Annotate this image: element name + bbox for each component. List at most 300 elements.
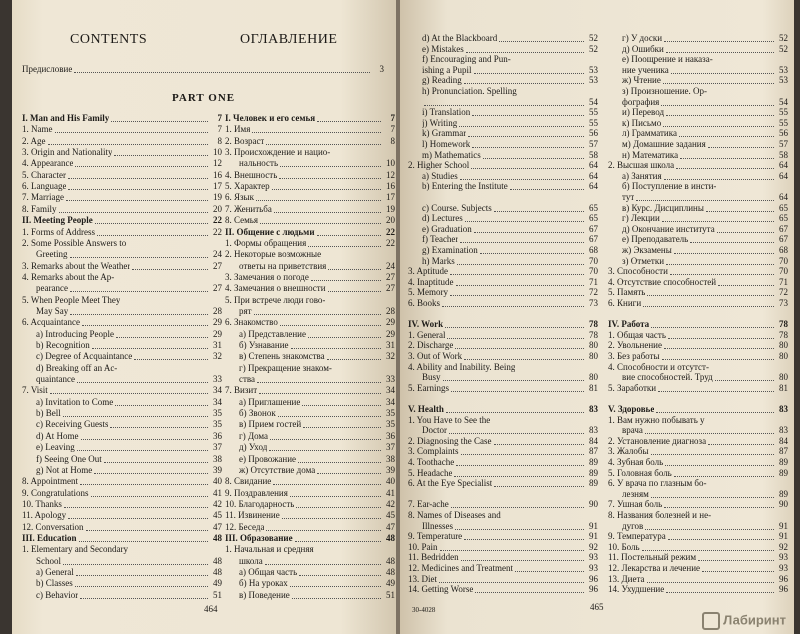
leader-dots — [302, 405, 381, 406]
toc-entry-page: 16 — [213, 169, 222, 180]
toc-entry-label: c) Course. Subjects — [422, 202, 492, 213]
toc-entry-label: 5. Заработки — [608, 382, 657, 393]
leader-dots — [280, 166, 381, 167]
toc-entry-page: 84 — [779, 435, 788, 446]
leader-dots — [663, 126, 774, 127]
leader-dots — [456, 465, 584, 466]
toc-entry-page: 80 — [779, 372, 788, 383]
toc-entry-label: 14. Getting Worse — [408, 584, 474, 595]
leader-dots — [451, 391, 584, 392]
toc-entry-page: 48 — [213, 567, 222, 577]
toc-entry — [22, 181, 222, 192]
toc-entry — [239, 261, 395, 272]
toc-entry-page: 22 — [213, 226, 222, 237]
toc-entry-page: 80 — [779, 351, 788, 361]
toc-entry — [622, 107, 788, 118]
toc-entry-label: 11. Постельный режим — [608, 552, 697, 563]
toc-entry-label: a) General — [36, 567, 74, 577]
toc-entry-page: 31 — [213, 340, 222, 350]
leader-dots — [272, 189, 381, 190]
leader-dots — [80, 598, 208, 599]
toc-entry-label: 8. Family — [22, 203, 57, 214]
toc-entry — [225, 272, 395, 283]
section-heading-entry — [22, 215, 222, 226]
toc-entry — [239, 419, 395, 430]
toc-entry-page: 84 — [589, 435, 598, 446]
toc-entry-label: вие способностей. Труд — [622, 372, 713, 383]
toc-entry — [36, 590, 222, 601]
toc-entry-label: 4. Toothache — [408, 457, 455, 467]
toc-entry-label: 3. Origin and Nationality — [22, 147, 113, 158]
toc-entry — [622, 44, 788, 55]
toc-entry-label: в) Прием гостей — [239, 419, 302, 430]
toc-entry — [422, 213, 598, 224]
leader-dots — [97, 235, 208, 236]
preface-entry — [22, 64, 384, 75]
toc-entry-label: 1. Формы обращения — [225, 237, 307, 248]
toc-entry-label: 10. Thanks — [22, 498, 62, 509]
toc-entry-page: 78 — [779, 319, 788, 330]
leader-dots — [455, 348, 584, 349]
leader-dots — [110, 427, 208, 428]
page-number-right: 465 — [590, 602, 604, 612]
toc-entry-page: 19 — [213, 192, 222, 203]
toc-entry-page: 48 — [213, 532, 222, 543]
leader-dots — [77, 450, 208, 451]
toc-entry — [408, 415, 598, 426]
toc-entry — [36, 442, 222, 453]
toc-entry-page: 89 — [589, 467, 598, 478]
toc-entry-page: 34 — [386, 385, 395, 396]
toc-entry-page: 53 — [779, 75, 788, 86]
leader-dots — [317, 473, 381, 474]
toc-entry-label: 13. Диета — [608, 573, 645, 584]
toc-entry — [608, 552, 788, 563]
toc-entry-label: 2. Установление диагноза — [608, 435, 707, 446]
leader-dots — [680, 158, 774, 159]
toc-entry — [622, 75, 788, 86]
toc-entry — [622, 234, 788, 245]
toc-entry-label: 3. Out of Work — [408, 351, 463, 361]
toc-entry-label: h) Marks — [422, 255, 455, 266]
toc-entry-page: 67 — [779, 234, 788, 245]
labirint-logo-icon — [702, 612, 720, 630]
leader-dots — [450, 295, 584, 296]
toc-entry — [422, 65, 598, 76]
toc-entry-label: V. Health — [408, 404, 444, 414]
leader-dots — [515, 571, 584, 572]
toc-entry — [608, 510, 788, 521]
toc-entry-page: 7 — [217, 124, 222, 135]
leader-dots — [308, 337, 381, 338]
toc-entry-page: 27 — [386, 283, 395, 294]
toc-entry-page: 89 — [589, 457, 598, 467]
leader-dots — [86, 530, 209, 531]
leader-dots — [256, 200, 381, 201]
toc-entry-label: 2. Некоторые возможные — [225, 249, 322, 260]
toc-entry-label: quaintance — [36, 374, 75, 385]
toc-entry-label: 7. Женитьба — [225, 203, 272, 214]
toc-entry-label: 4. Зубная боль — [608, 457, 664, 467]
toc-entry-page: 91 — [589, 531, 598, 542]
toc-entry — [622, 54, 788, 65]
toc-entry-label: ние ученика — [622, 64, 669, 75]
leader-dots — [79, 541, 208, 542]
toc-entry-label: 12. Conversation — [22, 521, 84, 532]
toc-entry-page: 27 — [213, 283, 222, 294]
toc-entry-label: 1. Имя — [225, 124, 251, 135]
toc-entry-label: 1. You Have to See the — [408, 414, 491, 425]
section-heading-entry — [225, 227, 395, 238]
leader-dots — [679, 136, 774, 137]
toc-entry-page: 90 — [779, 499, 788, 510]
toc-entry-label: а) Занятия — [622, 170, 662, 181]
toc-entry — [225, 295, 395, 306]
toc-entry-page: 42 — [213, 498, 222, 509]
toc-entry — [36, 454, 222, 465]
toc-entry-page: 83 — [589, 425, 598, 436]
toc-entry-page: 67 — [589, 234, 598, 245]
leader-dots — [280, 325, 381, 326]
toc-entry-page: 93 — [779, 552, 788, 563]
toc-entry-page: 55 — [779, 107, 788, 118]
toc-entry — [22, 317, 222, 328]
toc-entry-page: 73 — [779, 298, 788, 308]
leader-dots — [447, 338, 584, 339]
toc-entry — [22, 227, 222, 238]
toc-entry-label: b) Bell — [36, 408, 61, 419]
toc-entry — [22, 238, 222, 249]
toc-entry — [622, 213, 788, 224]
toc-entry — [622, 372, 788, 383]
preface-label: Предисловие — [22, 64, 73, 74]
toc-entry — [608, 563, 788, 574]
toc-entry — [408, 531, 598, 542]
toc-entry-label: нальность — [239, 158, 279, 169]
toc-entry — [408, 468, 598, 479]
toc-entry-label: а) Приглашение — [239, 396, 301, 407]
toc-entry — [22, 124, 222, 135]
toc-entry-page: 29 — [213, 328, 222, 339]
toc-entry-label: школа — [239, 555, 263, 566]
leader-dots — [483, 158, 584, 159]
leader-dots — [290, 496, 381, 497]
toc-entry — [608, 468, 788, 479]
toc-entry-label: k) Grammar — [422, 128, 467, 139]
toc-entry — [22, 499, 222, 510]
toc-entry-label: Busy — [422, 372, 441, 383]
toc-entry-page: 54 — [589, 96, 598, 107]
leader-dots — [702, 571, 774, 572]
leader-dots — [510, 189, 584, 190]
toc-entry — [36, 329, 222, 340]
toc-entry — [422, 372, 598, 383]
leader-dots — [647, 582, 775, 583]
leader-dots — [70, 314, 208, 315]
leader-dots — [651, 454, 774, 455]
toc-entry-label: 3. Aptitude — [408, 266, 448, 277]
toc-entry — [422, 54, 598, 65]
toc-entry-page: 7 — [390, 113, 395, 123]
toc-entry-page: 34 — [213, 385, 222, 396]
leader-dots — [455, 529, 584, 530]
toc-entry-label: 2. Увольнение — [608, 340, 662, 351]
toc-entry-label: д) Ошибки — [622, 43, 664, 54]
toc-entry — [608, 160, 788, 171]
toc-entry-page: 65 — [779, 213, 788, 224]
toc-entry-page: 78 — [589, 319, 598, 330]
leader-dots — [668, 539, 774, 540]
leader-dots — [662, 221, 774, 222]
toc-entry — [608, 277, 788, 288]
toc-entry — [225, 499, 395, 510]
leader-dots — [499, 41, 584, 42]
leader-dots — [690, 242, 774, 243]
toc-entry-page: 92 — [779, 541, 788, 552]
toc-entry-label: н) Математика — [622, 149, 679, 160]
leader-dots — [494, 486, 584, 487]
toc-entry-page: 48 — [386, 532, 395, 543]
toc-entry — [408, 351, 598, 362]
toc-entry-page: 72 — [589, 287, 598, 298]
leader-dots — [718, 285, 774, 286]
leader-dots — [92, 348, 208, 349]
leader-dots — [472, 115, 584, 116]
leader-dots — [460, 179, 584, 180]
toc-entry — [422, 203, 598, 214]
toc-entry — [239, 567, 395, 578]
toc-entry — [408, 574, 598, 585]
toc-entry — [36, 351, 222, 362]
toc-entry-label: i) Translation — [422, 107, 471, 118]
leader-dots — [134, 359, 208, 360]
toc-entry — [422, 521, 598, 532]
toc-entry-page: 89 — [589, 478, 598, 489]
toc-entry-page: 37 — [386, 442, 395, 453]
toc-entry — [608, 499, 788, 510]
toc-entry — [608, 415, 788, 426]
leader-dots — [80, 484, 208, 485]
toc-entry — [225, 181, 395, 192]
toc-entry — [22, 272, 222, 283]
toc-entry-label: g) Reading — [422, 75, 462, 86]
toc-entry-page: 96 — [779, 584, 788, 595]
toc-entry-label: May Say — [36, 305, 69, 316]
leader-dots — [295, 541, 381, 542]
leader-dots — [676, 168, 774, 169]
toc-entry-label: г) У доски — [622, 33, 663, 43]
toc-entry-label: 7. Visit — [22, 385, 48, 396]
toc-entry-label: 3. Remarks about the Weather — [22, 260, 131, 271]
toc-entry — [225, 544, 395, 555]
toc-entry-page: 36 — [213, 430, 222, 441]
leader-dots — [471, 168, 584, 169]
contents-heading: CONTENTS — [70, 32, 148, 47]
toc-entry-label: в) Поведение — [239, 589, 290, 600]
toc-entry-page: 31 — [386, 340, 395, 350]
toc-entry — [622, 181, 788, 192]
toc-entry — [36, 340, 222, 351]
leader-dots — [257, 382, 381, 383]
toc-entry — [408, 542, 598, 553]
toc-entry-page: 58 — [779, 149, 788, 160]
toc-entry-page: 80 — [589, 340, 598, 351]
leader-dots — [70, 291, 208, 292]
leader-dots — [450, 274, 584, 275]
toc-entry-label: IV. Work — [408, 319, 444, 330]
toc-entry-page: 53 — [589, 64, 598, 75]
toc-entry-page: 64 — [779, 160, 788, 171]
toc-entry-label: з) Отметки — [622, 255, 665, 266]
toc-entry — [22, 136, 222, 147]
toc-entry — [36, 419, 222, 430]
toc-entry-page: 29 — [386, 317, 395, 328]
toc-entry-page: 71 — [779, 276, 788, 287]
toc-entry — [225, 147, 395, 158]
toc-entry-page: 8 — [217, 135, 222, 146]
toc-entry — [622, 256, 788, 267]
leader-dots — [282, 518, 381, 519]
toc-entry — [608, 436, 788, 447]
leader-dots — [474, 232, 584, 233]
toc-entry-label: г) Лекции — [622, 213, 660, 224]
leader-dots — [68, 518, 208, 519]
toc-entry-page: 52 — [779, 33, 788, 43]
leader-dots — [252, 132, 381, 133]
toc-entry-label: ства — [239, 374, 256, 385]
toc-entry — [239, 306, 395, 317]
leader-dots — [317, 235, 382, 236]
toc-entry-page: 93 — [589, 552, 598, 563]
leader-dots — [443, 380, 584, 381]
toc-entry-label: 8. Names of Diseases and — [408, 510, 501, 520]
toc-entry — [408, 563, 598, 574]
leader-dots — [664, 507, 774, 508]
toc-entry — [622, 118, 788, 129]
toc-entry-page: 24 — [213, 249, 222, 260]
toc-entry-label: и) Перевод — [622, 107, 665, 118]
toc-entry — [608, 574, 788, 585]
toc-entry-page: 41 — [386, 487, 395, 498]
toc-entry-label: 8. Свидание — [225, 476, 272, 487]
toc-entry-page: 35 — [386, 408, 395, 419]
toc-entry — [422, 139, 598, 150]
leader-dots — [464, 539, 584, 540]
toc-entry-page: 40 — [386, 476, 395, 487]
leader-dots — [670, 274, 774, 275]
toc-entry — [36, 408, 222, 419]
toc-entry-label: d) At Home — [36, 430, 79, 441]
toc-entry — [239, 442, 395, 453]
toc-entry-label: h) Pronunciation. Spelling — [422, 86, 517, 96]
toc-entry — [408, 584, 598, 595]
toc-entry-label: 12. Беседа — [225, 521, 265, 532]
leader-dots — [446, 412, 584, 413]
leader-dots — [132, 269, 208, 270]
toc-entry-page: 70 — [589, 255, 598, 266]
toc-entry — [608, 383, 788, 394]
leader-dots — [459, 126, 584, 127]
leader-dots — [698, 560, 774, 561]
toc-entry — [22, 147, 222, 158]
toc-entry-label: IV. Работа — [608, 319, 650, 330]
leader-dots — [636, 200, 774, 201]
toc-entry-label: 4. Ability and Inability. Being — [408, 361, 516, 372]
leader-dots — [465, 221, 584, 222]
toc-entry — [239, 431, 395, 442]
leader-dots — [449, 433, 584, 434]
toc-entry-label: c) Receiving Guests — [36, 419, 109, 430]
leader-dots — [278, 416, 381, 417]
leader-dots — [254, 314, 381, 315]
toc-entry-label: 3. Без работы — [608, 351, 660, 361]
toc-entry — [622, 224, 788, 235]
part-one-heading: PART ONE — [172, 92, 236, 104]
toc-entry-label: c) Degree of Acquaintance — [36, 351, 133, 362]
leader-dots — [671, 73, 774, 74]
leader-dots — [82, 325, 208, 326]
toc-entry-page: 24 — [386, 260, 395, 271]
toc-entry-page: 96 — [589, 584, 598, 595]
toc-entry-label: 6. Acquaintance — [22, 317, 80, 328]
toc-entry-label: ishing a Pupil — [422, 64, 472, 75]
leader-dots — [666, 264, 774, 265]
toc-entry-label: 4. Внешность — [225, 169, 278, 180]
toc-entry — [422, 128, 598, 139]
toc-entry-label: Greeting — [36, 249, 68, 260]
toc-entry-label: 4. Отсутствие способностей — [608, 276, 717, 287]
leader-dots — [708, 444, 774, 445]
leader-dots — [290, 586, 381, 587]
toc-entry-page: 39 — [213, 464, 222, 475]
toc-entry-label: 3. Способности — [608, 266, 668, 277]
toc-entry-page: 20 — [386, 215, 395, 226]
toc-entry-label: 8. Appointment — [22, 476, 78, 487]
toc-entry — [408, 499, 598, 510]
leader-dots — [259, 393, 381, 394]
oglavlenie-heading: ОГЛАВЛЕНИЕ — [240, 32, 338, 47]
toc-entry-page: 55 — [589, 117, 598, 128]
leader-dots — [643, 306, 774, 307]
toc-entry-label: м) Домашние задания — [622, 139, 706, 149]
toc-entry-page: 35 — [213, 419, 222, 430]
toc-entry-label: 1. Name — [22, 124, 53, 135]
leader-dots — [464, 359, 584, 360]
leader-dots — [666, 52, 774, 53]
toc-entry-label: рят — [239, 305, 252, 316]
toc-entry — [22, 385, 222, 396]
leader-dots — [664, 179, 774, 180]
leader-dots — [461, 560, 584, 561]
toc-entry-page: 70 — [779, 255, 788, 266]
leader-dots — [266, 530, 381, 531]
toc-entry-label: 4. Способности и отсутст- — [608, 361, 709, 372]
toc-entry — [422, 224, 598, 235]
toc-entry-label: c) Behavior — [36, 589, 79, 600]
toc-entry — [36, 431, 222, 442]
toc-entry — [225, 317, 395, 328]
leader-dots — [115, 405, 208, 406]
toc-entry — [422, 245, 598, 256]
leader-dots — [265, 564, 381, 565]
toc-entry-label: 5. Характер — [225, 181, 270, 192]
toc-entry — [239, 340, 395, 351]
toc-entry-page: 89 — [779, 488, 788, 499]
toc-entry-page: 52 — [779, 43, 788, 54]
leader-dots — [651, 327, 774, 328]
toc-entry-label: 14. Ухудшение — [608, 584, 665, 595]
toc-entry-page: 17 — [213, 181, 222, 192]
